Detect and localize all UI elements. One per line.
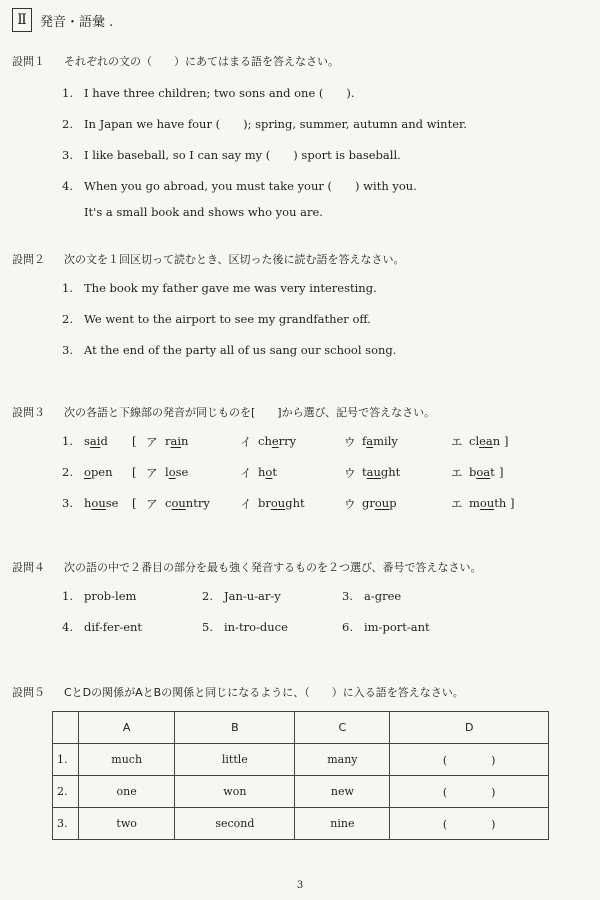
q3-instruction: 次の各語と下線部の発音が同じものを[ ]から選び、記号で答えなさい。 [64, 406, 436, 419]
choice-b: hot [258, 465, 277, 479]
item-number: 1. [62, 281, 73, 295]
q2-item-1 [62, 281, 377, 295]
row-number: 2. [53, 776, 79, 808]
item-text: I like baseball, so I can say my ( ) sport is baseball. [84, 148, 401, 162]
row-number: 1. [53, 744, 79, 776]
item-number: 1. [62, 86, 73, 100]
bracket-open: [ [132, 434, 137, 448]
answer-blank[interactable]: ( ) [390, 744, 549, 776]
q1-header [12, 53, 339, 69]
item-text: When you go abroad, you must take your ( ) with you. [84, 179, 417, 193]
choice-a: country [165, 496, 210, 510]
choice-mark: ア [146, 435, 158, 449]
q2-header [12, 251, 405, 267]
cell-b: won [175, 776, 295, 808]
bracket-close: ] [504, 434, 509, 448]
bracket-open: [ [132, 496, 137, 510]
header-b: B [175, 712, 295, 744]
choice-mark: イ [240, 466, 252, 480]
target-word: house [84, 496, 119, 510]
row-number: 3. [53, 808, 79, 840]
section-title: 発音・語彙 . [40, 14, 114, 30]
header-blank [53, 712, 79, 744]
table-row [53, 744, 549, 776]
q3-label: 設問３ [12, 406, 45, 419]
choice-c: taught [362, 465, 401, 479]
choice-c: group [362, 496, 397, 510]
item-text: We went to the airport to see my grandfather off. [84, 312, 371, 326]
bracket-close: ] [499, 465, 504, 479]
word-option-5: 5. in-tro-duce [202, 620, 288, 634]
choice-mark: エ [451, 466, 463, 480]
q2-label: 設問２ [12, 253, 45, 266]
choice-b: cherry [258, 434, 297, 448]
word-option-4: 4. dif-fer-ent [62, 620, 143, 634]
choice-a: rain [165, 434, 189, 448]
item-number: 4. [62, 179, 73, 193]
bracket-open: [ [132, 465, 137, 479]
item-number: 2. [62, 312, 73, 326]
page-number: 3 [296, 880, 304, 891]
bracket-close: ] [510, 496, 515, 510]
choice-mark: イ [240, 435, 252, 449]
answer-blank[interactable]: ( ) [390, 808, 549, 840]
answer-blank[interactable]: ( ) [390, 776, 549, 808]
choice-d: clean [469, 434, 501, 448]
choice-d: boat [469, 465, 495, 479]
item-number: 3. [62, 496, 73, 510]
choice-mark: ウ [344, 435, 356, 449]
q2-instruction: 次の文を１回区切って読むとき、区切った後に読む語を答えなさい。 [64, 253, 405, 266]
item-number: 3. [62, 343, 73, 357]
table-header-row [53, 712, 549, 744]
word-option-1: 1. prob-lem [62, 589, 137, 603]
section-number: Ⅱ [12, 8, 32, 32]
choice-mark: ア [146, 497, 158, 511]
cell-c: many [295, 744, 390, 776]
q1-item-1 [62, 85, 355, 101]
target-word: said [84, 434, 108, 448]
q1-item-4-continuation: It's a small book and shows who you are. [84, 205, 323, 219]
table-row [53, 808, 549, 840]
cell-b: little [175, 744, 295, 776]
q5-instruction: CとDの関係がAとBの関係と同じになるように、（ ）に入る語を答えなさい。 [64, 686, 464, 699]
q4-label: 設問４ [12, 561, 45, 574]
cell-a: much [79, 744, 175, 776]
cell-c: new [295, 776, 390, 808]
q5-label: 設問５ [12, 686, 45, 699]
q1-item-3 [62, 147, 401, 163]
item-text: In Japan we have four ( ); spring, summer, autumn and winter. [84, 117, 467, 131]
item-number: 2. [62, 465, 73, 479]
choice-mark: ウ [344, 497, 356, 511]
q2-item-2 [62, 312, 371, 326]
choice-d: mouth [469, 496, 507, 510]
item-text: I have three children; two sons and one ( ). [84, 86, 355, 100]
item-number: 2. [62, 117, 73, 131]
table-row [53, 776, 549, 808]
cell-a: two [79, 808, 175, 840]
word-option-2: 2. Jan-u-ar-y [202, 589, 281, 603]
q4-instruction: 次の語の中で２番目の部分を最も強く発音するものを２つ選び、番号で答えなさい。 [64, 561, 482, 574]
choice-c: family [362, 434, 398, 448]
cell-b: second [175, 808, 295, 840]
word-option-6: 6. im-port-ant [342, 620, 430, 634]
word-option-3: 3. a-gree [342, 589, 402, 603]
item-text: At the end of the party all of us sang our school song. [84, 343, 397, 357]
header-a: A [79, 712, 175, 744]
choice-a: lose [165, 465, 189, 479]
choice-mark: エ [451, 435, 463, 449]
q1-label: 設問１ [12, 55, 45, 68]
section-header [12, 8, 113, 32]
item-text: The book my father gave me was very interesting. [84, 281, 377, 295]
target-word: open [84, 465, 113, 479]
q2-item-3 [62, 343, 396, 357]
item-number: 1. [62, 434, 73, 448]
choice-mark: ア [146, 466, 158, 480]
cell-c: nine [295, 808, 390, 840]
header-d: D [390, 712, 549, 744]
q1-item-4 [62, 178, 417, 194]
q1-instruction: それぞれの文の（ ）にあてはまる語を答えなさい。 [64, 55, 339, 68]
q4-header [12, 559, 482, 575]
choice-mark: エ [451, 497, 463, 511]
q3-header [12, 404, 435, 420]
header-c: C [295, 712, 390, 744]
q1-item-2 [62, 116, 467, 132]
choice-mark: イ [240, 497, 252, 511]
choice-b: brought [258, 496, 305, 510]
relation-table [52, 711, 549, 840]
choice-mark: ウ [344, 466, 356, 480]
cell-a: one [79, 776, 175, 808]
item-number: 3. [62, 148, 73, 162]
q5-header [12, 684, 464, 700]
